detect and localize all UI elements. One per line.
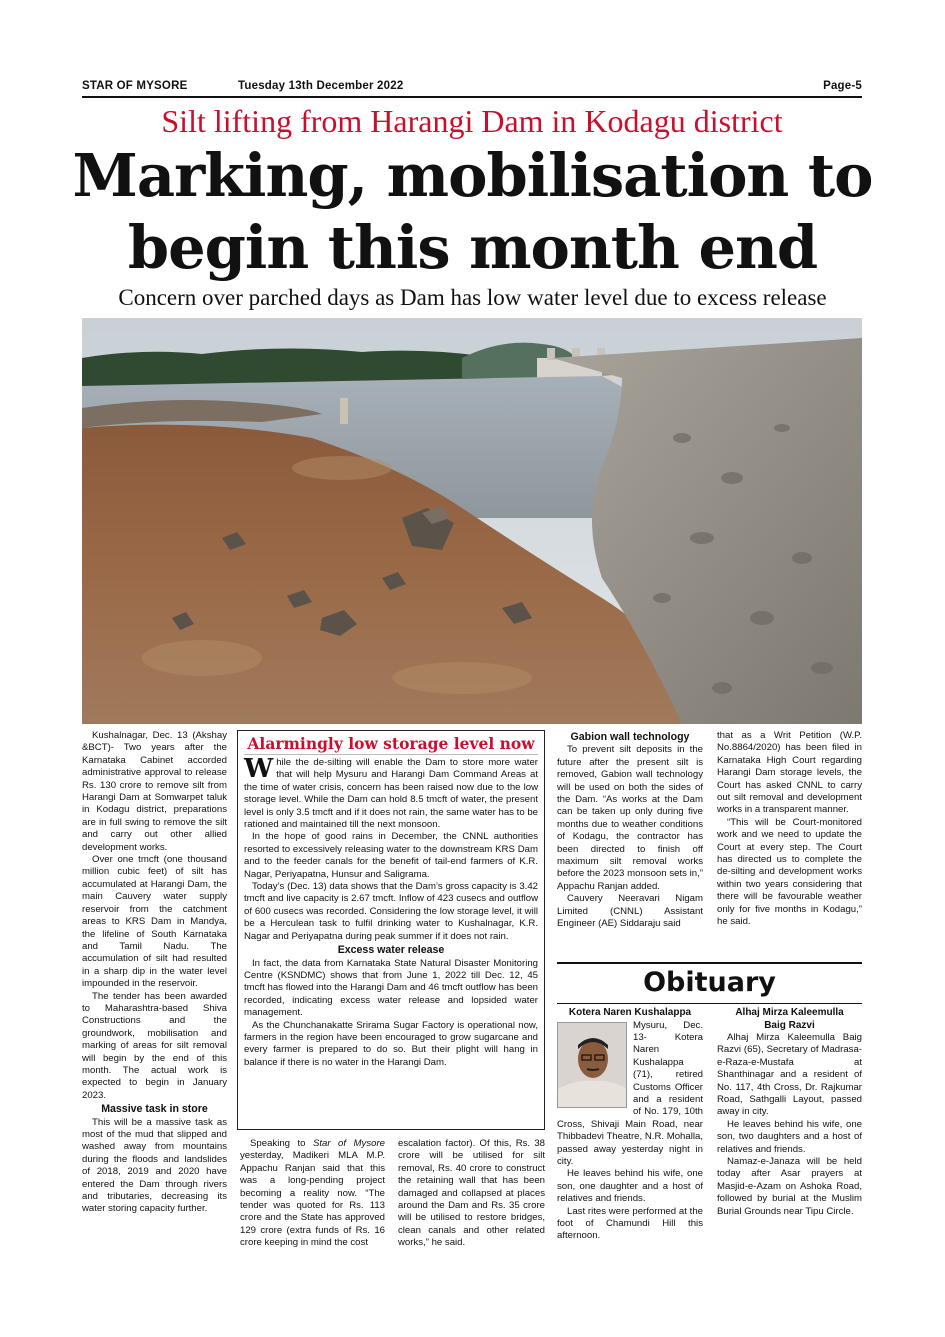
subheading-massive-task: Massive task in store [101, 1103, 208, 1116]
headline [60, 140, 885, 284]
article-paragraph: that as a Writ Petition (W.P. No.8864/2020) has been filed in Karnataka High Court regarding Harangi Dam storage levels, the Court has asked CNNL to carry out silt removal and development works in a transparent manner. [717, 730, 862, 816]
header-rule [82, 96, 862, 98]
dam-photo [82, 318, 862, 724]
obituary-paragraph: Namaz-e-Janaza will be held today after Asar prayers at Masjid-e-Azam on Ashoka Road, followed by burial at the Muslim Burial Grounds near Tipu Circle. [717, 1156, 862, 1217]
article-column-3a [240, 1138, 385, 1250]
headline-line-2: begin this month end [127, 213, 818, 282]
kicker: Silt lifting from Harangi Dam in Kodagu district [161, 103, 783, 139]
box-paragraph: hile the de-silting will enable the Dam to store more water that will help Mysuru and Harangi Dam Command Areas at the time of water crisis, concern has been raised now due to the low storage level. While the Dam can hold 8.5 tmcft of water, the present level is only 3.5 tmcft and if it does not rain, the same water has to be rationed and maintained till the next monsoon. [244, 757, 538, 831]
article-paragraph: Over one tmcft (one thousand million cubic feet) of silt has accumulated at Harangi Dam, the main Cauvery water supply reservoir from the catchment areas to KRS Dam in Mandya, the lifeline of South Karnataka and Tamil Nadu. The accumulation of silt had resulted in a sharp dip in the water level impounded in the reservoir. [82, 854, 227, 990]
article-paragraph: Kushalnagar, Dec. 13 (Akshay &BCT)- Two years after the Karnataka Cabinet accorded administrative approval to release Rs. 130 crore to remove silt from Harangi Dam at Somwarpet taluk in Kodagu district, preparations are in full swing to remove the silt and carry out other allied development works. [82, 730, 227, 853]
article-paragraph: The tender has been awarded to Maharashtra-based Shiva Constructions and the groundwork, mobilisation and marking of areas for silt removal will begin by the end of this month. The actual work is expected to begin in January 2023. [82, 990, 227, 1101]
issue-date: Tuesday 13th December 2022 [238, 80, 404, 92]
box-paragraph: Today’s (Dec. 13) data shows that the Dam’s gross capacity is 3.42 tmcft and live capacity is 2.67 tmcft. Inflow of 423 cusecs and outflow of 600 cusecs was recorded. Considering the low storage level, it will be a Herculean task to fulfil drinking water to Kushalnagar, K.R. Nagar and Periyapatna during peak summer if it does not rain. [244, 881, 538, 942]
obituary-paragraph: He leaves behind his wife, one son, two daughters and a host of relatives and friends. [717, 1118, 862, 1155]
portrait-photo [557, 1022, 627, 1108]
article-paragraph: Speaking to Star of Mysore yesterday, Madikeri MLA M.P. Appachu Ranjan said that this was a long-pending project becoming a reality now. “The tender was quoted for Rs. 113 crore and the State has approved 129 crore (extra funds of Rs. 16 crore keeping in mind the cost [240, 1138, 385, 1249]
sidebar-box [237, 730, 545, 1130]
article-column-3b [398, 1138, 545, 1250]
article-paragraph: To prevent silt deposits in the future after the present silt is removed, Gabion wall technology will be used on both the sides of the Dam. “As works at the Dam can be taken up only during five months due to weather conditions of Kodagu, the contractor has been directed to finish off maximum silt removal works before the 2023 monsoon sets in,” Appachu Ranjan added. [557, 744, 703, 892]
article-paragraph: Cauvery Neeravari Nigam Limited (CNNL) Assistant Engineer (AE) Siddaraju said [557, 893, 703, 930]
page-header [82, 78, 862, 96]
deck: Concern over parched days as Dam has low water level due to excess release [118, 285, 827, 310]
article-column-4 [557, 730, 703, 931]
drop-cap: W [244, 754, 274, 784]
obituary-name: Alhaj Mirza Kaleemulla [735, 1007, 844, 1018]
obituary-paragraph: Last rites were performed at the foot of Chamundi Hill this afternoon. [557, 1205, 703, 1242]
obituary-entry-2 [717, 1007, 862, 1218]
obituary-paragraph: Alhaj Mirza Kaleemulla Baig Razvi (65), Secretary of Madrasa-e-Raza-e-Mustafa at Shanthinagar and a resident of No. 117, 4th Cross, Dr. Rajkumar Road, Sathgalli Layout, passed away in city. [717, 1032, 862, 1118]
page-number: Page-5 [823, 80, 862, 92]
headline-line-1: Marking, mobilisation to [72, 141, 873, 210]
box-paragraph: In fact, the data from Karnataka State Natural Disaster Monitoring Centre (KSNDMC) shows that from June 1, 2022 till Dec. 12, 45 tmcft has flowed into the Harangi Dam and 46 tmcft outflow has been recorded, indicating excess water release and lopsided water management. [244, 957, 538, 1019]
publication-name: STAR OF MYSORE [82, 80, 188, 92]
subheading-gabion: Gabion wall technology [570, 731, 690, 743]
obituary-name: Baig Razvi [764, 1019, 815, 1031]
obituary-rule [557, 1003, 862, 1004]
box-subheading: Excess water release [337, 944, 445, 957]
box-title: Alarmingly low storage level now [244, 734, 538, 755]
obituary-heading: Obituary [643, 967, 776, 998]
article-column-5 [717, 730, 862, 929]
box-paragraph: In the hope of good rains in December, the CNNL authorities resorted to excessively releasing water to the downstream KRS Dam and to the feeder canals for the benefit of tail-end farmers of K.R. Nagar, Periyapatna, Hunsur and Saligrama. [244, 831, 538, 880]
newspaper-name: Star of Mysore [312, 1138, 385, 1149]
obituary-paragraph: Mysuru, Dec. 13- Kotera Naren Kushalappa (71), retired Customs Officer and a resident of No. 179, 10th Cross, Shivaji Main Road, near Thibbadevi Theatre, N.R. Mohalla, passed away yesterday night in city. [557, 1019, 703, 1167]
obituary-paragraph: He leaves behind his wife, one son, one daughter and a host of relatives and friends. [557, 1168, 703, 1205]
box-paragraph: As the Chunchanakatte Srirama Sugar Factory is operational now, farmers in the region have been encouraged to grow sugarcane and every farmer is prepared to do so. But their plight will hang in balance if there is no water in the Harangi Dam. [244, 1019, 538, 1068]
article-paragraph: “This will be Court-monitored work and we need to update the Court at every step. The Court has directed us to complete the de-silting and development works within two years considering that there will be favourable weather only for five months in Kodagu,” he said. [717, 816, 862, 928]
obituary-name: Kotera Naren Kushalappa [568, 1007, 692, 1018]
article-paragraph: This will be a massive task as most of the mud that slipped and washed away from mountains during the floods and landslides of 2018, 2019 and 2020 have entered the Dam through rivers and tributaries, decreasing its water storing capacity further. [82, 1116, 227, 1215]
article-column-1 [82, 730, 227, 1216]
article-paragraph: escalation factor). Of this, Rs. 38 crore will be utilised for silt removal, Rs. 40 crore to construct the retaining wall that has been damaged and collapsed at places around the Dam and Rs. 35 crore will be utilised to restore bridges, clean canals and other related works,” he said. [398, 1138, 545, 1249]
obituary-entry-1 [557, 1007, 703, 1243]
